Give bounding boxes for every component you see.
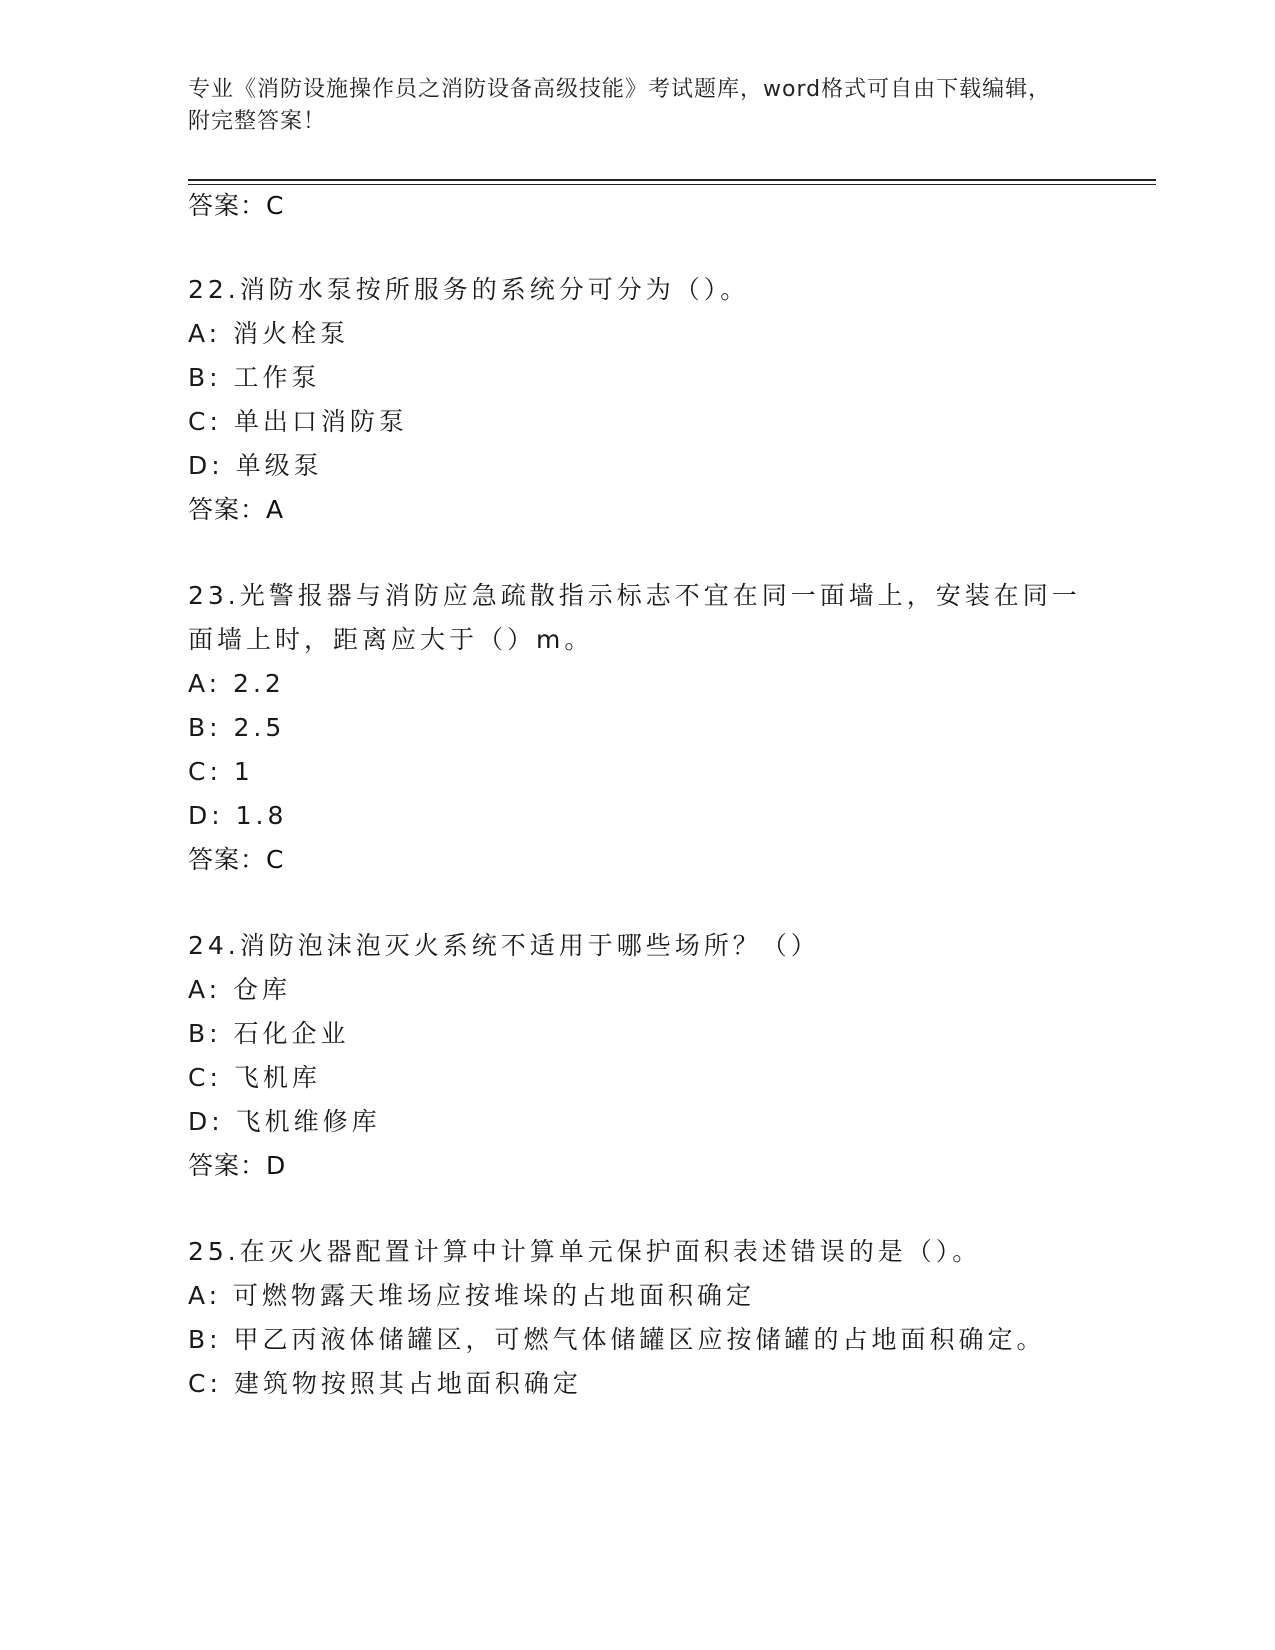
option-24-d: D: 飞机维修库: [188, 1107, 381, 1136]
question-23-line2: 面墙上时，距离应大于（）m。: [188, 625, 594, 654]
answer-prev: 答案：C: [188, 191, 285, 220]
option-22-b: B: 工作泵: [188, 363, 321, 392]
option-23-a: A: 2.2: [188, 669, 285, 698]
question-23-line1: 23.光警报器与消防应急疏散指示标志不宜在同一面墙上，安装在同一: [188, 581, 1081, 610]
header-divider-thin: [188, 184, 1156, 185]
question-22: 22.消防水泵按所服务的系统分可分为（）。: [188, 275, 750, 304]
header-divider-thick: [188, 179, 1156, 181]
option-25-c: C: 建筑物按照其占地面积确定: [188, 1369, 582, 1398]
option-24-c: C: 飞机库: [188, 1063, 321, 1092]
option-22-a: A: 消火栓泵: [188, 319, 350, 348]
answer-22: 答案：A: [188, 495, 285, 524]
option-22-d: D: 单级泵: [188, 451, 323, 480]
option-23-d: D: 1.8: [188, 801, 288, 830]
question-25: 25.在灭火器配置计算中计算单元保护面积表述错误的是（）。: [188, 1237, 982, 1266]
option-23-c: C: 1: [188, 757, 254, 786]
document-header: 专业《消防设施操作员之消防设备高级技能》考试题库，word格式可自由下载编辑，附完整答案！: [188, 77, 1052, 134]
option-24-a: A: 仓库: [188, 975, 292, 1004]
option-25-a: A: 可燃物露天堆场应按堆垛的占地面积确定: [188, 1281, 756, 1310]
option-23-b: B: 2.5: [188, 713, 286, 742]
question-24: 24.消防泡沫泡灭火系统不适用于哪些场所？（）: [188, 931, 820, 960]
option-24-b: B: 石化企业: [188, 1019, 350, 1048]
answer-24: 答案：D: [188, 1151, 287, 1180]
option-22-c: C: 单出口消防泵: [188, 407, 408, 436]
option-25-b: B: 甲乙丙液体储罐区，可燃气体储罐区应按储罐的占地面积确定。: [188, 1325, 1046, 1354]
answer-23: 答案：C: [188, 845, 285, 874]
